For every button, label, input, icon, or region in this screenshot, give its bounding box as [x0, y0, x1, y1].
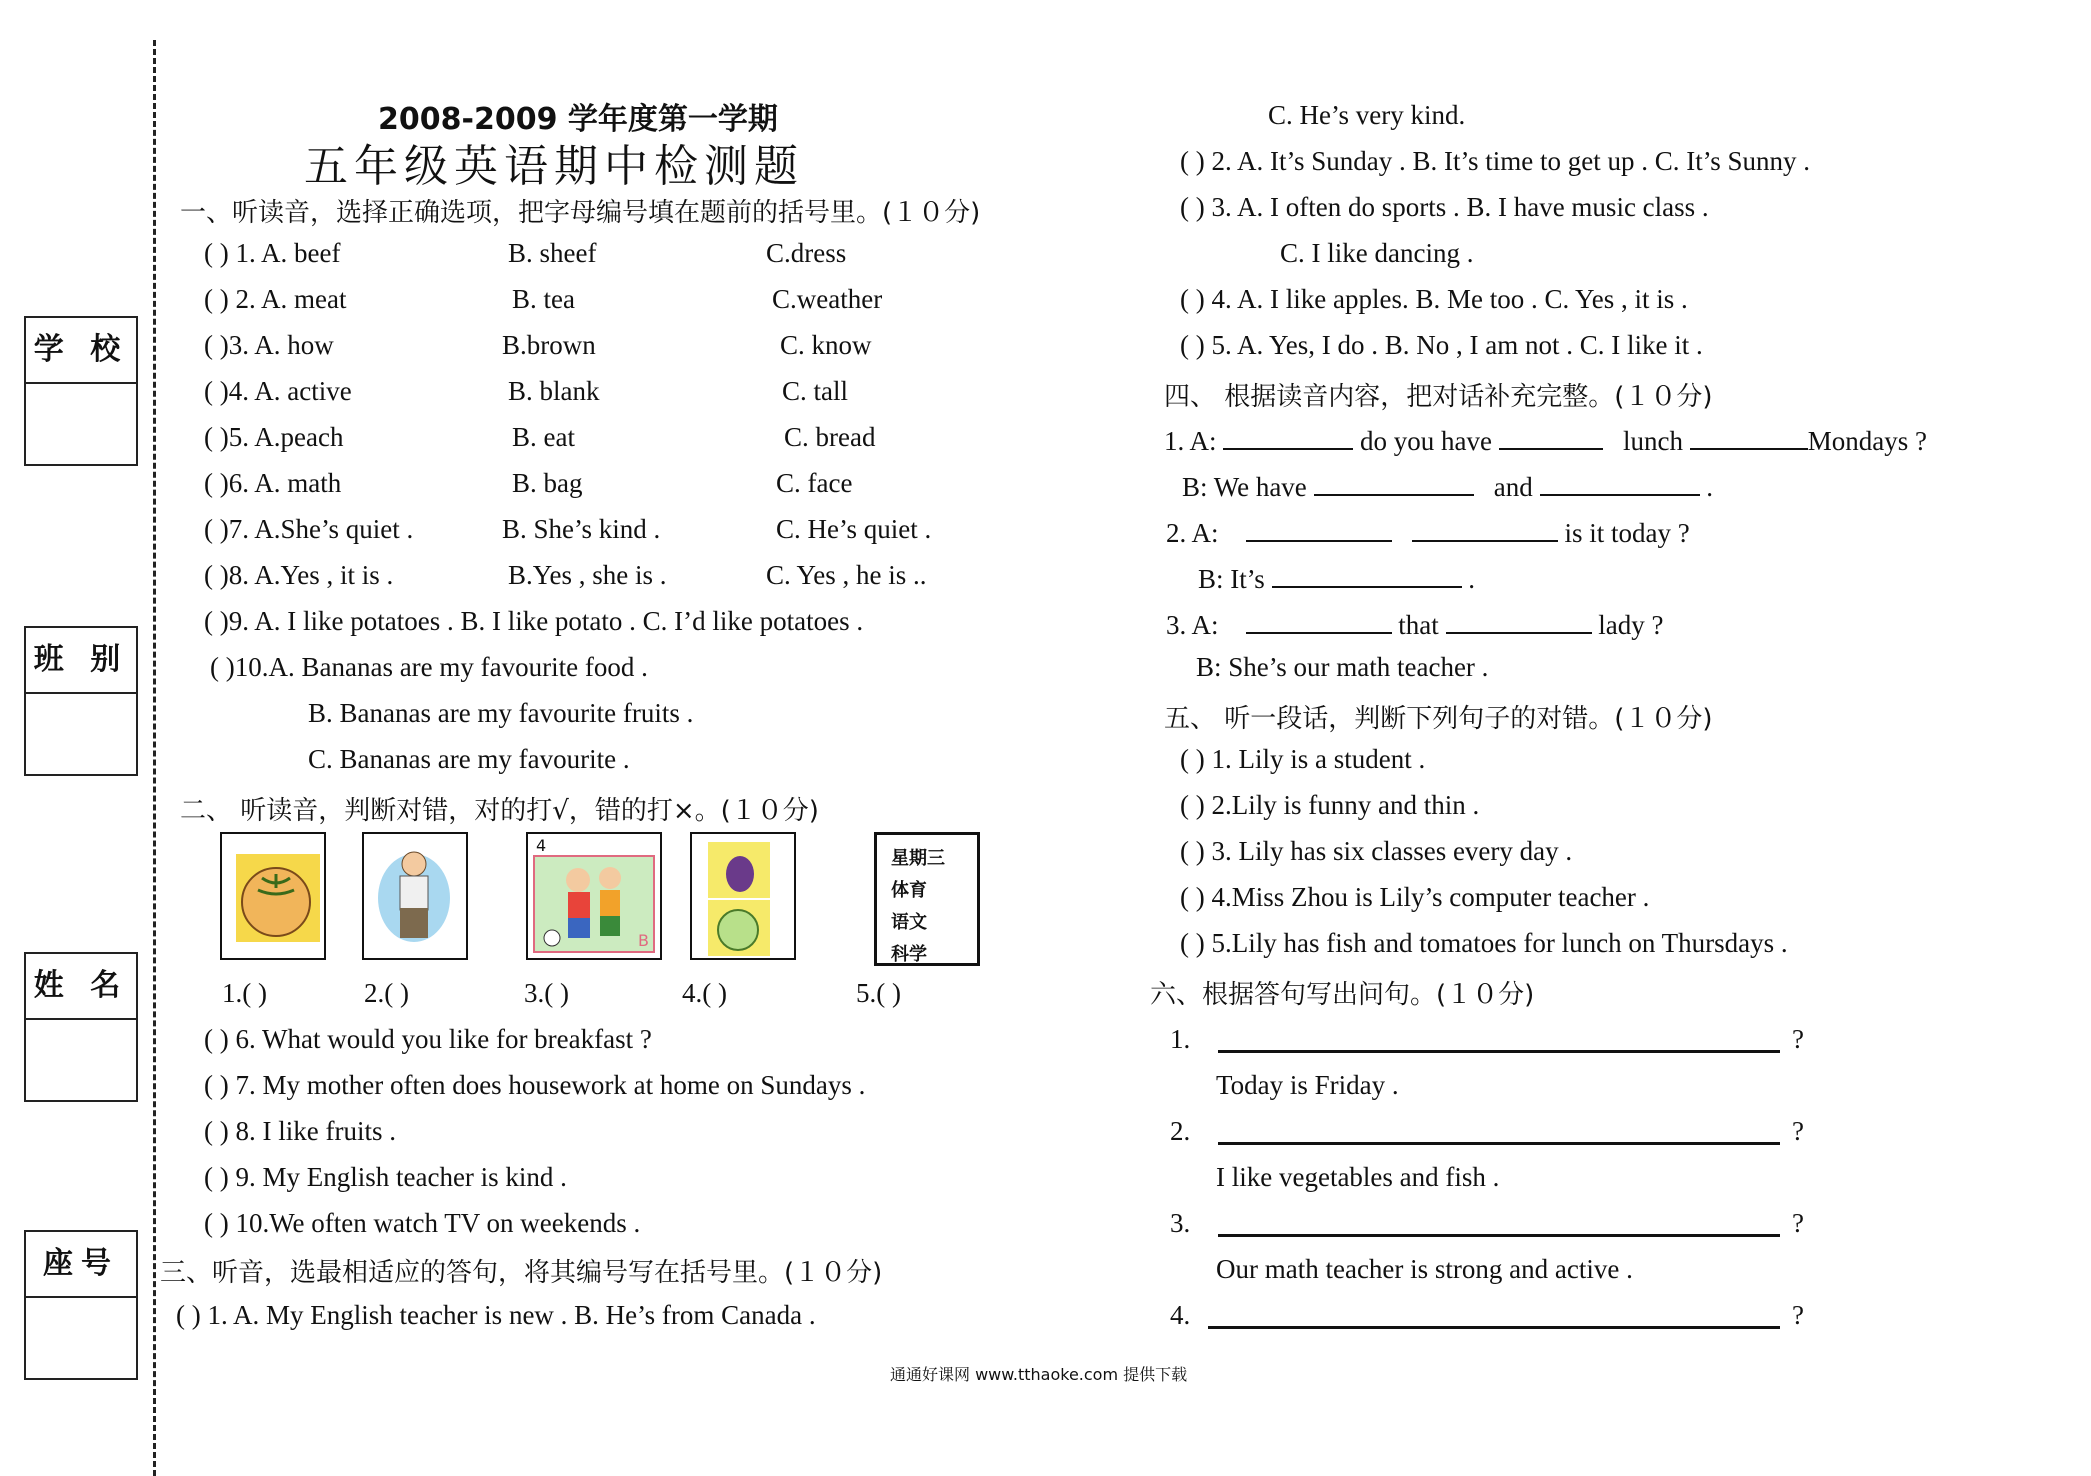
s1-q2-b: B. tea	[512, 284, 575, 314]
s6-answer-line-3[interactable]	[1218, 1234, 1780, 1237]
schedule-card	[874, 832, 980, 966]
s6-answer-3: Our math teacher is strong and active .	[1216, 1254, 1633, 1284]
s1-q7-a: ( )7. A.She’s quiet .	[204, 514, 414, 544]
s3-q1-c: C. He’s very kind.	[1268, 100, 1466, 130]
s6-answer-line-1[interactable]	[1218, 1050, 1780, 1053]
s1-q8-b: B.Yes , she is .	[508, 560, 667, 590]
blank-2a[interactable]	[1314, 468, 1474, 496]
s1-q3-b: B.brown	[502, 330, 596, 360]
s1-q10-b: B. Bananas are my favourite fruits .	[308, 698, 694, 728]
s1-q2-c: C.weather	[772, 284, 883, 314]
s5-q1: ( ) 1. Lily is a student .	[1180, 744, 1426, 774]
s1-q6-c: C. face	[776, 468, 853, 498]
s1-q8-c: C. Yes , he is ..	[766, 560, 927, 590]
schedule-day: 星期三	[891, 848, 945, 869]
blank-2b[interactable]	[1540, 468, 1700, 496]
s1-q4-b: B. blank	[508, 376, 600, 406]
s1-q1-b: B. sheef	[508, 238, 597, 268]
blank-5b[interactable]	[1446, 606, 1592, 634]
eggplant-cabbage-picture	[690, 832, 796, 960]
s1-q6-a: ( )6. A. math	[204, 468, 342, 498]
seat-label: 座号	[26, 1232, 136, 1298]
s1-q1-a: ( ) 1. A. beef	[204, 238, 341, 268]
s6-num-4: 4.	[1170, 1300, 1191, 1330]
s1-q4-a: ( )4. A. active	[204, 376, 352, 406]
s6-num-1: 1.	[1170, 1024, 1191, 1054]
svg-text:B: B	[638, 931, 649, 950]
blank-3b[interactable]	[1412, 514, 1558, 542]
exam-term: 2008-2009 学年度第一学期	[378, 102, 778, 137]
s3-q5: ( ) 5. A. Yes, I do . B. No , I am not . C. I like it .	[1180, 330, 1703, 360]
s1-q5-c: C. bread	[784, 422, 876, 452]
s3-q2: ( ) 2. A. It’s Sunday . B. It’s time to get up . C. It’s Sunny .	[1180, 146, 1811, 176]
s4-line-2: B: We have and .	[1182, 468, 1713, 503]
s5-q4: ( ) 4.Miss Zhou is Lily’s computer teacher .	[1180, 882, 1650, 912]
s4-line-4: B: It’s .	[1198, 560, 1475, 595]
blank-3a[interactable]	[1246, 514, 1392, 542]
section-5-heading: 五、 听一段话，判断下列句子的对错。(１０分)	[1164, 704, 1713, 734]
s1-q10: ( )10.A. Bananas are my favourite food .	[210, 652, 648, 682]
s1-q1-c: C.dress	[766, 238, 847, 268]
s1-q7-c: C. He’s quiet .	[776, 514, 932, 544]
blank-5a[interactable]	[1246, 606, 1392, 634]
picture-answer-1[interactable]: 1.( )	[222, 978, 267, 1008]
s6-qmark-2: ?	[1792, 1116, 1804, 1146]
s6-answer-2: I like vegetables and fish .	[1216, 1162, 1500, 1192]
s1-q7-b: B. She’s kind .	[502, 514, 661, 544]
s3-q3: ( ) 3. A. I often do sports . B. I have music class .	[1180, 192, 1709, 222]
s1-q10-c: C. Bananas are my favourite .	[308, 744, 630, 774]
s6-qmark-4: ?	[1792, 1300, 1804, 1330]
name-label: 姓 名	[26, 954, 136, 1020]
s6-answer-1: Today is Friday .	[1216, 1070, 1399, 1100]
picture-3-number: 4	[536, 836, 547, 855]
s6-num-2: 2.	[1170, 1116, 1191, 1146]
s3-q4: ( ) 4. A. I like apples. B. Me too . C. Yes , it is .	[1180, 284, 1688, 314]
section-6-heading: 六、根据答句写出问句。(１０分)	[1150, 980, 1535, 1010]
s1-q3-c: C. know	[780, 330, 872, 360]
blank-1b[interactable]	[1499, 422, 1603, 450]
children-playing-picture	[526, 832, 662, 960]
picture-answer-3[interactable]: 3.( )	[524, 978, 569, 1008]
s5-q2: ( ) 2.Lily is funny and thin .	[1180, 790, 1480, 820]
s2-q10: ( ) 10.We often watch TV on weekends .	[204, 1208, 641, 1238]
s1-q8-a: ( )8. A.Yes , it is .	[204, 560, 394, 590]
footer-credit: 通通好课网 www.tthaoke.com 提供下载	[890, 1365, 1188, 1384]
s6-answer-line-2[interactable]	[1218, 1142, 1780, 1145]
picture-answer-2[interactable]: 2.( )	[364, 978, 409, 1008]
s6-qmark-1: ?	[1792, 1024, 1804, 1054]
picture-answer-4[interactable]: 4.( )	[682, 978, 727, 1008]
boy-picture	[362, 832, 468, 960]
s2-q7: ( ) 7. My mother often does housework at home on Sundays .	[204, 1070, 866, 1100]
picture-answer-5[interactable]: 5.( )	[856, 978, 901, 1008]
class-box	[24, 626, 138, 776]
section-2-heading: 二、 听读音，判断对错，对的打√，错的打×。(１０分)	[180, 796, 819, 826]
section-3-heading: 三、听音，选最相适应的答句，将其编号写在括号里。(１０分)	[160, 1258, 883, 1288]
s4-line-6: B: She’s our math teacher .	[1196, 652, 1489, 682]
name-box	[24, 952, 138, 1102]
section-1-heading: 一、听读音，选择正确选项，把字母编号填在题前的括号里。(１０分)	[180, 198, 981, 228]
s5-q3: ( ) 3. Lily has six classes every day .	[1180, 836, 1573, 866]
blank-1a[interactable]	[1223, 422, 1353, 450]
s5-q5: ( ) 5.Lily has fish and tomatoes for lunch on Thursdays .	[1180, 928, 1788, 958]
s1-q4-c: C. tall	[782, 376, 848, 406]
class-label: 班 别	[26, 628, 136, 694]
blank-4a[interactable]	[1272, 560, 1462, 588]
s1-q5-a: ( )5. A.peach	[204, 422, 344, 452]
fold-line	[153, 40, 156, 1476]
schedule-subject-science: 科学	[891, 944, 927, 965]
s4-line-1: 1. A: do you have lunch Mondays ?	[1164, 422, 1927, 457]
blank-1c[interactable]	[1690, 422, 1808, 450]
s1-q3-a: ( )3. A. how	[204, 330, 334, 360]
s6-answer-line-4[interactable]	[1208, 1326, 1780, 1329]
s4-line-3: 2. A: is it today ?	[1166, 514, 1690, 549]
s4-line-5: 3. A: that lady ?	[1166, 606, 1664, 641]
s2-q9: ( ) 9. My English teacher is kind .	[204, 1162, 567, 1192]
s1-q6-b: B. bag	[512, 468, 583, 498]
s1-q9: ( )9. A. I like potatoes . B. I like potato . C. I’d like potatoes .	[204, 606, 864, 636]
school-label: 学 校	[26, 318, 136, 384]
s6-qmark-3: ?	[1792, 1208, 1804, 1238]
s2-q6: ( ) 6. What would you like for breakfast ?	[204, 1024, 652, 1054]
s2-q8: ( ) 8. I like fruits .	[204, 1116, 396, 1146]
schedule-subject-chinese: 语文	[891, 912, 927, 933]
s3-q3-c: C. I like dancing .	[1280, 238, 1474, 268]
school-box	[24, 316, 138, 466]
s3-q1: ( ) 1. A. My English teacher is new . B. He’s from Canada .	[176, 1300, 816, 1330]
s1-q2-a: ( ) 2. A. meat	[204, 284, 347, 314]
schedule-subject-pe: 体育	[891, 880, 927, 901]
s1-q5-b: B. eat	[512, 422, 575, 452]
section-4-heading: 四、 根据读音内容，把对话补充完整。(１０分)	[1164, 382, 1713, 412]
exam-title: 五年级英语期中检测题	[304, 141, 804, 192]
s6-num-3: 3.	[1170, 1208, 1191, 1238]
seat-box	[24, 1230, 138, 1380]
tomato-picture	[220, 832, 326, 960]
